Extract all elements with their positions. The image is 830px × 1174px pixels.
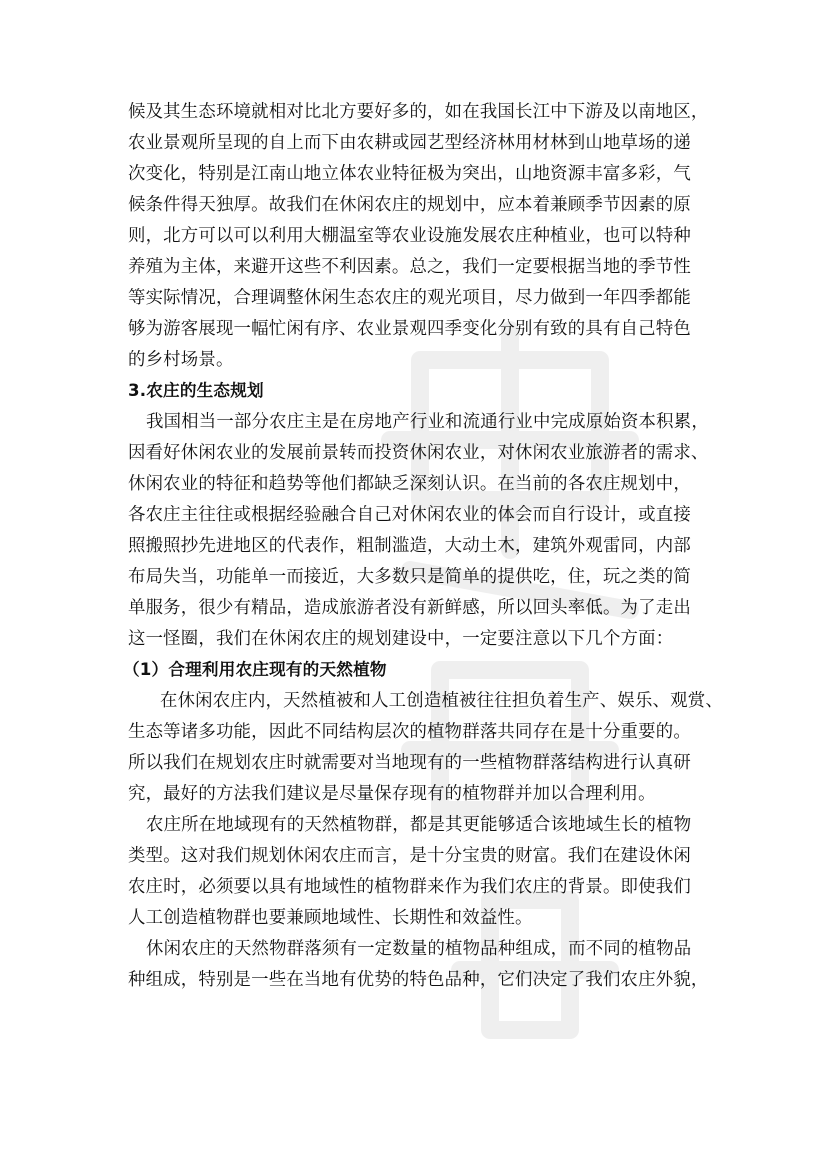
text-line-8: 够为游客展现一幅忙闲有序、农业景观四季变化分别有致的具有自己特色: [128, 319, 691, 339]
section-heading: 3.农庄的生态规划: [128, 381, 264, 400]
text-line-6: 养殖为主体，来避开这些不利因素。总之，我们一定要根据当地的季节性: [128, 257, 691, 277]
body-line-9: 休闲农庄的天然物群落须有一定数量的植物品种组成，而不同的植物品: [146, 939, 692, 959]
text-line-1: 候及其生态环境就相对比北方要好多的，如在我国长江中下游及以南地区，: [128, 102, 709, 122]
body-line-3: 所以我们在规划农庄时就需要对当地现有的一些植物群落结构进行认真研: [128, 753, 691, 773]
body-line-5: 农庄所在地域现有的天然植物群，都是其更能够适合该地域生长的植物: [146, 815, 692, 835]
paragraph-line-7: 单服务，很少有精品，造成旅游者没有新鲜感，所以回头率低。为了走出: [128, 598, 691, 618]
paragraph-line-8: 这一怪圈，我们在休闲农庄的规划建设中，一定要注意以下几个方面：: [128, 629, 674, 649]
body-line-7: 农庄时，必须要以具有地域性的植物群来作为我们农庄的背景。即使我们: [128, 877, 691, 897]
text-line-7: 等实际情况，合理调整休闲生态农庄的观光项目，尽力做到一年四季都能: [128, 288, 691, 308]
subsection-heading: （1）合理利用农庄现有的天然植物: [123, 660, 387, 679]
paragraph-line-1: 我国相当一部分农庄主是在房地产行业和流通行业中完成原始资本积累，: [146, 412, 709, 432]
text-line-3: 次变化，特别是江南山地立体农业特征极为突出，山地资源丰富多彩，气: [128, 164, 691, 184]
paragraph-line-2: 因看好休闲农业的发展前景转而投资休闲农业，对休闲农业旅游者的需求、: [128, 443, 709, 463]
text-line-2: 农业景观所呈现的自上而下由农耕或园艺型经济林用材林到山地草场的递: [128, 133, 691, 153]
body-line-1: 在休闲农庄内，天然植被和人工创造植被往往担负着生产、娱乐、观赏、: [160, 691, 723, 711]
paragraph-line-6: 布局失当，功能单一而接近，大多数只是简单的提供吃，住，玩之类的简: [128, 567, 691, 587]
paragraph-line-5: 照搬照抄先进地区的代表作，粗制滥造，大动土木，建筑外观雷同，内部: [128, 536, 691, 556]
text-line-5: 则，北方可以可以利用大棚温室等农业设施发展农庄种植业，也可以特种: [128, 226, 691, 246]
body-line-2: 生态等诸多功能，因此不同结构层次的植物群落共同存在是十分重要的。: [128, 722, 691, 742]
text-line-4: 候条件得天独厚。故我们在休闲农庄的规划中，应本着兼顾季节因素的原: [128, 195, 691, 215]
body-line-10: 种组成，特别是一些在当地有优势的特色品种，它们决定了我们农庄外貌，: [128, 970, 709, 990]
body-line-4: 究，最好的方法我们建议是尽量保存现有的植物群并加以合理利用。: [128, 784, 656, 804]
paragraph-line-3: 休闲农业的特征和趋势等他们都缺乏深刻认识。在当前的各农庄规划中，: [128, 474, 691, 494]
text-line-9: 的乡村场景。: [128, 350, 234, 370]
body-line-6: 类型。这对我们规划休闲农庄而言，是十分宝贵的财富。我们在建设休闲: [128, 846, 691, 866]
body-line-8: 人工创造植物群也要兼顾地域性、长期性和效益性。: [128, 908, 533, 928]
paragraph-line-4: 各农庄主往往或根据经验融合自己对休闲农业的体会而自行设计，或直接: [128, 505, 691, 525]
